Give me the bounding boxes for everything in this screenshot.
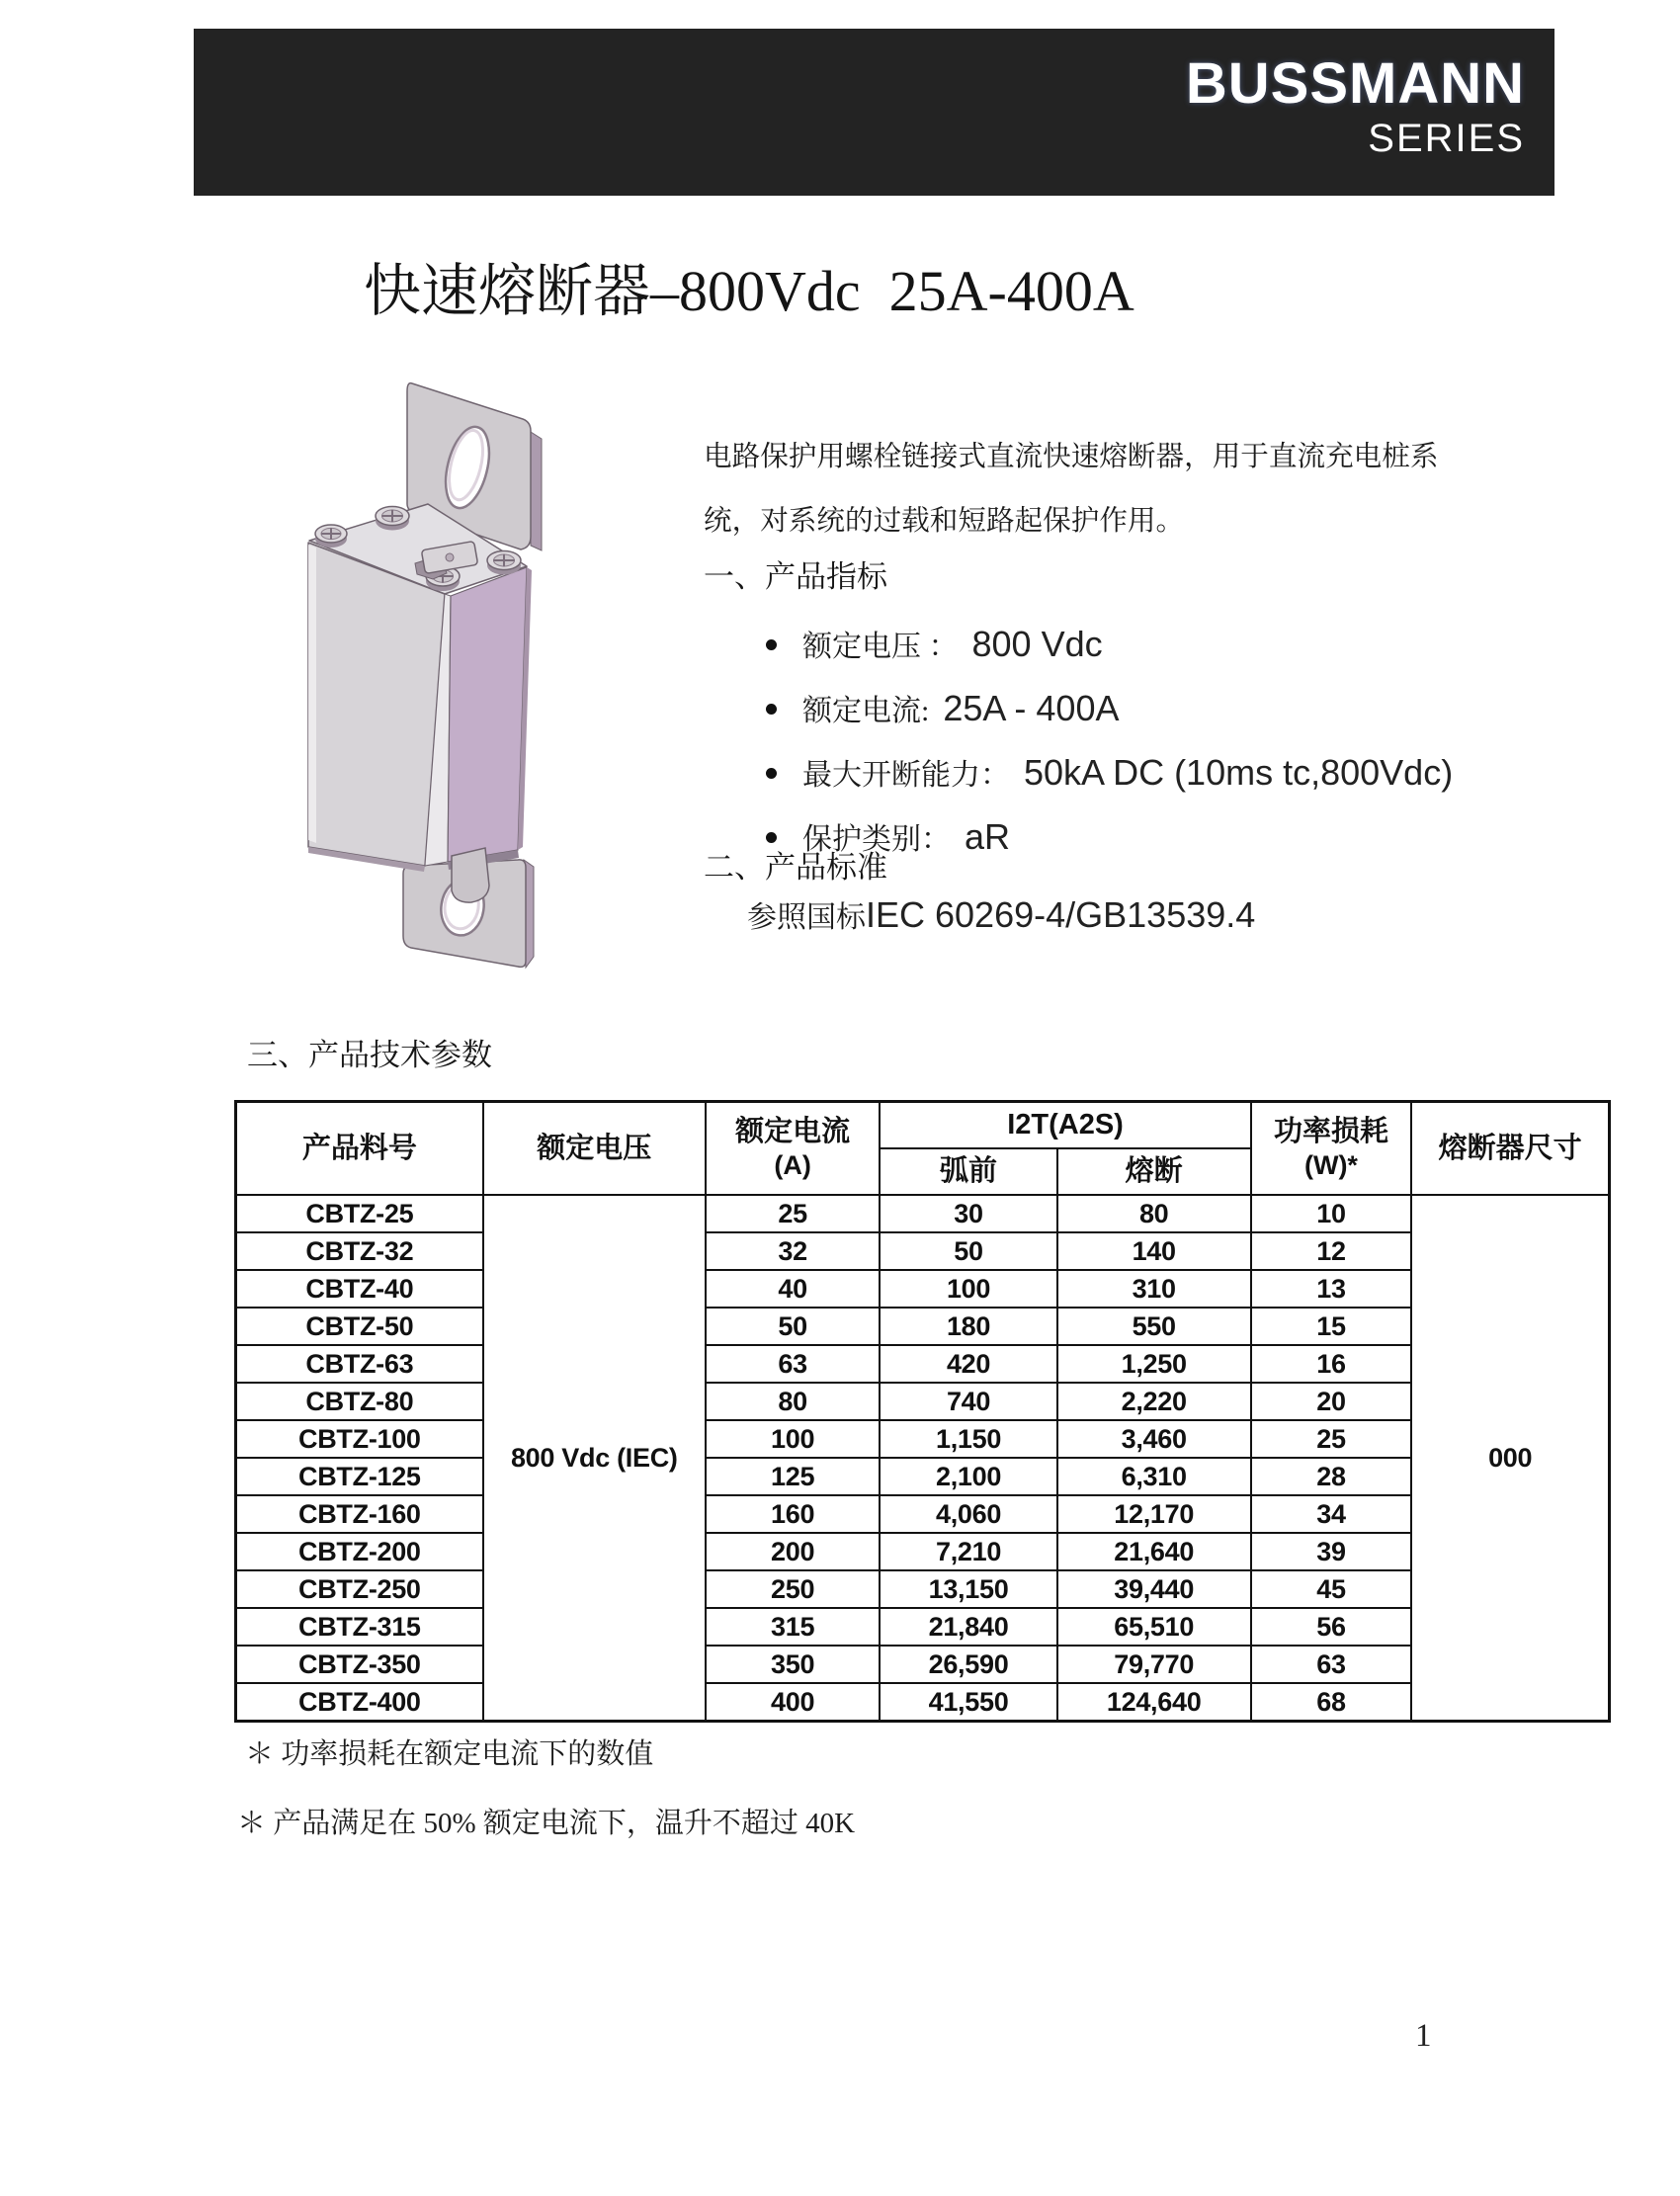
cell-prearc: 100 <box>880 1270 1056 1308</box>
list-item <box>704 623 1514 674</box>
table-row <box>236 1570 1610 1608</box>
table-row <box>236 1345 1610 1383</box>
standard-reference-code: IEC 60269-4/GB13539.4 <box>866 894 1256 935</box>
cell-prearc: 13,150 <box>880 1570 1056 1608</box>
bullet-value: 800 Vdc <box>971 624 1103 664</box>
cell-current: 250 <box>706 1570 881 1608</box>
cell-current: 350 <box>706 1646 881 1683</box>
cell-part: CBTZ-160 <box>236 1495 483 1533</box>
cell-melt: 3,460 <box>1057 1420 1251 1458</box>
cell-part: CBTZ-250 <box>236 1570 483 1608</box>
cell-part: CBTZ-32 <box>236 1232 483 1270</box>
col-header-voltage: 额定电压 <box>483 1102 706 1196</box>
cell-part: CBTZ-100 <box>236 1420 483 1458</box>
cell-part: CBTZ-80 <box>236 1383 483 1420</box>
cell-part: CBTZ-25 <box>236 1195 483 1232</box>
cell-current: 100 <box>706 1420 881 1458</box>
cell-power: 34 <box>1251 1495 1412 1533</box>
table-row <box>236 1270 1610 1308</box>
footnote-power-loss: ＊ 功率损耗在额定电流下的数值 <box>245 1738 654 1770</box>
cell-melt: 21,640 <box>1057 1533 1251 1570</box>
cell-melt: 1,250 <box>1057 1345 1251 1383</box>
standard-reference-zh: 参照国标 <box>747 901 866 934</box>
intro-paragraph: 电路保护用螺栓链接式直流快速熔断器，用于直流充电桩系统，对系统的过载和短路起保护作用。 <box>704 442 1439 537</box>
section2-heading: 二、产品标准 <box>704 850 887 885</box>
cell-power: 20 <box>1251 1383 1412 1420</box>
cell-prearc: 180 <box>880 1308 1056 1345</box>
page-number: 1 <box>1415 2018 1432 2054</box>
col-header-current-line1: 额定电流 <box>735 1116 851 1147</box>
table-row <box>236 1420 1610 1458</box>
table-row <box>236 1533 1610 1570</box>
cell-current: 200 <box>706 1533 881 1570</box>
cell-prearc: 740 <box>880 1383 1056 1420</box>
table-row <box>236 1608 1610 1646</box>
cell-current: 315 <box>706 1608 881 1646</box>
cell-power: 13 <box>1251 1270 1412 1308</box>
cell-melt: 39,440 <box>1057 1570 1251 1608</box>
cell-voltage-merged: 800 Vdc (IEC) <box>483 1195 706 1722</box>
spec-table-header <box>236 1102 1610 1196</box>
cell-current: 400 <box>706 1683 881 1722</box>
bullet-label: 额定电压 ： <box>802 631 959 663</box>
cell-melt: 310 <box>1057 1270 1251 1308</box>
cell-power: 39 <box>1251 1533 1412 1570</box>
cell-power: 45 <box>1251 1570 1412 1608</box>
col-header-current-line2: (A) <box>774 1150 811 1181</box>
cell-power: 12 <box>1251 1232 1412 1270</box>
fuse-product-image <box>247 376 672 973</box>
cell-prearc: 4,060 <box>880 1495 1056 1533</box>
table-row <box>236 1383 1610 1420</box>
cell-power: 56 <box>1251 1608 1412 1646</box>
bullet-label: 最大开断能力： <box>802 759 1010 792</box>
brand-banner <box>194 29 1554 196</box>
screw-icon <box>376 507 409 531</box>
col-header-power-line2: (W)* <box>1303 1150 1358 1181</box>
table-row <box>236 1308 1610 1345</box>
page-title: 快速熔断器–800Vdc 25A-400A <box>364 259 1134 323</box>
screw-icon <box>487 551 521 575</box>
cell-part: CBTZ-125 <box>236 1458 483 1495</box>
cell-power: 15 <box>1251 1308 1412 1345</box>
cell-power: 68 <box>1251 1683 1412 1722</box>
cell-part: CBTZ-200 <box>236 1533 483 1570</box>
bullet-icon <box>766 639 777 650</box>
bullet-label: 保护类别： <box>802 823 951 856</box>
cell-current: 125 <box>706 1458 881 1495</box>
list-item <box>704 687 1514 738</box>
cell-prearc: 41,550 <box>880 1683 1056 1722</box>
cell-prearc: 26,590 <box>880 1646 1056 1683</box>
cell-size-merged: 000 <box>1411 1195 1609 1722</box>
cell-current: 63 <box>706 1345 881 1383</box>
table-row <box>236 1232 1610 1270</box>
section1-heading: 一、产品指标 <box>704 559 887 594</box>
cell-part: CBTZ-350 <box>236 1646 483 1683</box>
col-header-i2t: I2T(A2S) <box>880 1102 1250 1149</box>
brand-wordmark: BUSSMANN <box>1185 51 1525 116</box>
table-row <box>236 1458 1610 1495</box>
bullet-value: 50kA DC (10ms tc,800Vdc) <box>1024 752 1454 793</box>
cell-current: 80 <box>706 1383 881 1420</box>
section3-heading: 三、产品技术参数 <box>247 1038 492 1072</box>
cell-current: 50 <box>706 1308 881 1345</box>
cell-melt: 6,310 <box>1057 1458 1251 1495</box>
cell-power: 28 <box>1251 1458 1412 1495</box>
cell-melt: 550 <box>1057 1308 1251 1345</box>
cell-part: CBTZ-40 <box>236 1270 483 1308</box>
cell-power: 25 <box>1251 1420 1412 1458</box>
cell-melt: 80 <box>1057 1195 1251 1232</box>
cell-prearc: 21,840 <box>880 1608 1056 1646</box>
cell-part: CBTZ-50 <box>236 1308 483 1345</box>
spec-table <box>234 1100 1611 1723</box>
col-header-prearc: 弧前 <box>880 1148 1056 1195</box>
col-header-part: 产品料号 <box>236 1102 483 1196</box>
spec-table-body <box>236 1195 1610 1722</box>
list-item <box>704 751 1514 802</box>
col-header-melt: 熔断 <box>1057 1148 1251 1195</box>
cell-power: 63 <box>1251 1646 1412 1683</box>
cell-melt: 140 <box>1057 1232 1251 1270</box>
cell-melt: 12,170 <box>1057 1495 1251 1533</box>
cell-power: 10 <box>1251 1195 1412 1232</box>
table-row <box>236 1646 1610 1683</box>
cell-part: CBTZ-63 <box>236 1345 483 1383</box>
col-header-power <box>1251 1102 1412 1196</box>
table-row <box>236 1683 1610 1722</box>
table-row <box>236 1195 1610 1232</box>
spec-bullet-list <box>704 623 1514 880</box>
cell-prearc: 30 <box>880 1195 1056 1232</box>
standard-reference <box>747 892 1255 936</box>
cell-power: 16 <box>1251 1345 1412 1383</box>
cell-prearc: 7,210 <box>880 1533 1056 1570</box>
col-header-size: 熔断器尺寸 <box>1411 1102 1609 1196</box>
cell-current: 160 <box>706 1495 881 1533</box>
bullet-value: 25A - 400A <box>943 688 1120 728</box>
cell-melt: 65,510 <box>1057 1608 1251 1646</box>
cell-part: CBTZ-315 <box>236 1608 483 1646</box>
cell-current: 25 <box>706 1195 881 1232</box>
cell-prearc: 1,150 <box>880 1420 1056 1458</box>
bullet-icon <box>766 768 777 779</box>
cell-melt: 124,640 <box>1057 1683 1251 1722</box>
cell-melt: 79,770 <box>1057 1646 1251 1683</box>
bullet-value: aR <box>965 816 1011 857</box>
col-header-power-line1: 功率损耗 <box>1273 1116 1388 1147</box>
brand-series-label: SERIES <box>1368 116 1525 160</box>
table-row <box>236 1495 1610 1533</box>
cell-melt: 2,220 <box>1057 1383 1251 1420</box>
footnote-temp-rise: ＊ 产品满足在 50% 额定电流下，温升不超过 40K <box>237 1808 856 1839</box>
bullet-icon <box>766 704 777 715</box>
cell-prearc: 2,100 <box>880 1458 1056 1495</box>
col-header-current <box>706 1102 881 1196</box>
screw-icon <box>315 525 347 548</box>
cell-prearc: 50 <box>880 1232 1056 1270</box>
cell-current: 40 <box>706 1270 881 1308</box>
bullet-label: 额定电流: <box>802 695 930 727</box>
cell-current: 32 <box>706 1232 881 1270</box>
cell-part: CBTZ-400 <box>236 1683 483 1722</box>
cell-prearc: 420 <box>880 1345 1056 1383</box>
